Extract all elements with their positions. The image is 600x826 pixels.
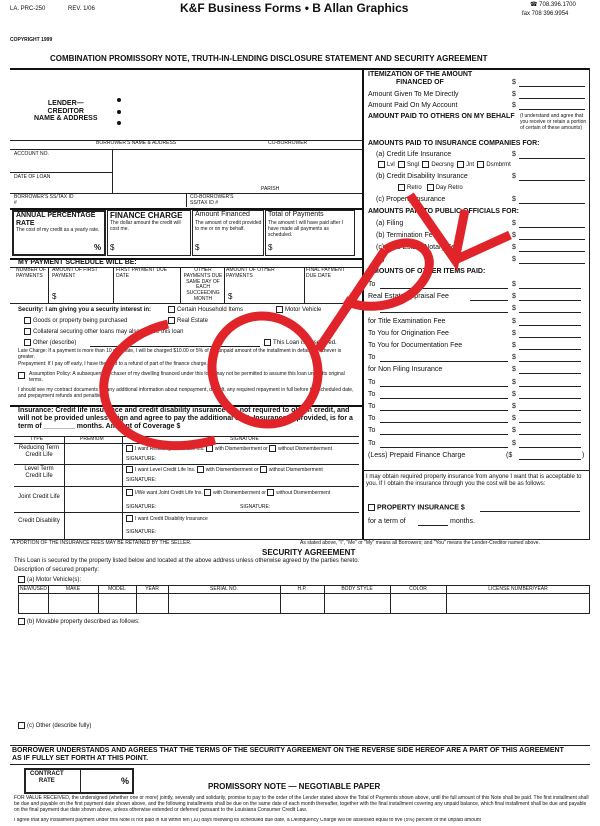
apr-percent: % xyxy=(94,243,102,252)
financed-dollar-r: $ xyxy=(512,79,516,86)
rule xyxy=(519,98,585,99)
vehicle-col-header: COLOR xyxy=(409,586,427,592)
property-insurance: (c) Property Insurance xyxy=(376,196,446,203)
joint-type: Joint Credit Life xyxy=(18,494,60,500)
joint-signature-2: SIGNATURE: xyxy=(240,504,271,510)
rule xyxy=(48,267,49,303)
rule xyxy=(80,768,81,794)
amount-financed-title: Amount Financed xyxy=(195,211,250,218)
stamp-letter-p xyxy=(318,243,429,350)
other-items: AMOUNTS OF OTHER ITEMS PAID: xyxy=(368,268,486,275)
months-label: months. xyxy=(450,518,475,525)
late-charge-text: Late Charge: If a payment is more than 10 days late, I will be charged $10.00 or 5% of the unpaid amount of the installment in default whichever is greater. xyxy=(18,348,342,360)
disability-type: Credit Disability xyxy=(18,518,60,524)
other-item-label: for Title Examination Fee xyxy=(368,317,446,325)
reducing-signature: SIGNATURE: xyxy=(126,456,157,462)
other-item-label: To xyxy=(368,305,376,313)
publisher-phone: ☎ 708.396.1700 xyxy=(530,2,576,8)
vehicle-col-header: NEW/USED xyxy=(20,586,47,592)
credit-life: (a) Credit Life Insurance xyxy=(376,151,452,158)
col-number-payments: NUMBER OF PAYMENTS xyxy=(16,267,46,279)
joint-option[interactable]: I/We want Joint Credit Life Ins. with Dismemberment or without Dismemberment xyxy=(126,489,330,497)
other-item-dollar: $ xyxy=(512,305,516,313)
other-item-label: To xyxy=(368,403,376,410)
reducing-option[interactable]: I want Reducing Credit Life Ins. with Dismemberment or without Dismemberment xyxy=(126,445,332,453)
household-option[interactable]: Certain Household Items xyxy=(168,306,243,314)
vehicle-col-header: SERIAL NO. xyxy=(210,586,238,592)
may-obtain-text: I may obtain required property insurance from anyone I want that is acceptable to you. If I obtain the insurance through you the cost will be as follows: xyxy=(366,474,582,487)
motor-vehicle-option[interactable]: Motor Vehicle xyxy=(276,306,321,314)
other-item-dollar: $ xyxy=(512,317,516,325)
bullet-3 xyxy=(117,121,121,125)
other-item-dollar: $ xyxy=(512,293,516,301)
motor-vehicles-checkbox[interactable] xyxy=(18,576,25,583)
col-premium: PREMIUM xyxy=(80,436,104,442)
other-item-label: To xyxy=(368,439,376,447)
amount-financed-desc: The amount of credit provided to me or on my behalf. xyxy=(195,220,262,232)
financed-dollar: $ xyxy=(195,243,200,252)
publisher-name: K&F Business Forms • B Allan Graphics xyxy=(180,1,409,15)
insurance-text: Insurance: Credit life insurance and credit disability insurance are not required to obtain credit, and will not be provided unless I sign and agree to pay the additional cost. Insurance, if provided, is for a term of ________ months. Amount of Coverage $ xyxy=(18,407,353,431)
for-term-label: for a term of xyxy=(368,518,406,525)
vehicle-col-header: BODY STYLE xyxy=(341,586,373,592)
vehicle-col-divider xyxy=(98,585,99,614)
promissory-title: PROMISSORY NOTE — NEGOTIABLE PAPER xyxy=(208,782,381,791)
contract-rate-label: CONTRACT RATE xyxy=(30,771,64,784)
col-other-amount: AMOUNT OF OTHER PAYMENTS xyxy=(226,267,275,279)
other-item-paren: ) xyxy=(582,451,585,459)
account-no-label: ACCOUNT NO. xyxy=(14,151,49,157)
itemization-title: ITEMIZATION OF THE AMOUNT FINANCED OF xyxy=(368,71,473,87)
portion-retained: A PORTION OF THE INSURANCE FEES MAY BE RETAINED BY THE SELLER. xyxy=(12,540,192,546)
vehicle-col-header: LICENSE NUMBER/YEAR xyxy=(488,586,548,592)
assumption-text: Assumption Policy: A subsequent purchaser of my dwelling financed under this loan may not be permitted to assume this loan under its original terms. xyxy=(29,371,345,383)
copy-stamp xyxy=(60,150,560,570)
retro-options: Retro Day Retro xyxy=(398,184,463,192)
form-title: COMBINATION PROMISSORY NOTE, TRUTH-IN-LENDING DISCLOSURE STATEMENT AND SECURITY AGREEMENT xyxy=(50,54,488,63)
rule xyxy=(519,86,585,87)
level-type: Level Term Credit Life xyxy=(24,466,54,479)
first-payment-dollar: $ xyxy=(52,292,57,301)
item-d: (d) xyxy=(376,256,385,263)
stamp-letter-o xyxy=(191,295,339,445)
collateral-checkbox[interactable] xyxy=(24,328,31,335)
lender-label: LENDER— CREDITOR NAME & ADDRESS xyxy=(34,100,98,123)
property-insurance-option[interactable]: PROPERTY INSURANCE $ xyxy=(368,504,465,512)
col-signature: SIGNATURE xyxy=(230,436,259,442)
as-stated-text: As stated above, "I", "Me" or "My" means all Borrowers; and "You" means the Lender-Creditor named above. xyxy=(300,540,540,546)
other-item-dollar: $ xyxy=(512,415,516,423)
other-item-dollar: $ xyxy=(512,403,516,410)
agreement-text: BORROWER UNDERSTANDS AND AGREES THAT THE TERMS OF THE SECURITY AGREEMENT ON THE REVERSE SIDE HEREOF ARE A PART OF THIS AGREEMENT AS IF FULLY SET FORTH AT THIS POINT. xyxy=(12,747,564,763)
form-revision: REV. 1/06 xyxy=(68,6,95,12)
borrower-rule xyxy=(10,140,362,141)
other-item-dollar: $ xyxy=(512,329,516,337)
rule xyxy=(10,745,590,746)
paid-on-account: Amount Paid On My Account xyxy=(368,102,458,109)
vehicle-col-header: MODEL xyxy=(108,586,126,592)
goods-checkbox[interactable] xyxy=(24,317,31,324)
col-first-due: FIRST PAYMENT DUE DATE xyxy=(116,267,168,279)
movable-checkbox[interactable] xyxy=(18,618,25,625)
value-received-text: FOR VALUE RECEIVED, the undersigned (whether one or more) jointly, severally and solidarily, promise to pay to the order of the Lender stated above the Total of Payments shown above, until the full amount of this Note shall be paid. The first installment shall be due and payable on the first payment date shown above, and the following installments shall be due on the same date of each month thereafter, together with the final installment covering any unpaid balance, which final installment shall be due and payable on the final payment due date shown above, unless otherwise extended or deferred pursuant to the Louisiana Consumer Credit Law. xyxy=(14,795,589,813)
other-item-label: To You for Origination Fee xyxy=(368,329,449,337)
vehicle-col-divider xyxy=(324,585,325,614)
reducing-type: Reducing Term Credit Life xyxy=(18,445,60,458)
other-item-label: To xyxy=(368,415,376,423)
credit-life-options: Lvl Sngl Decrsng Jnt Dsmbrmt xyxy=(378,161,511,169)
co-borrower-ssn-label: CO-BORROWER'S SS/TAX ID # xyxy=(190,194,234,206)
top-rule xyxy=(10,68,590,70)
dollar-sign: $ xyxy=(512,196,516,203)
col-type: TYPE xyxy=(30,436,44,442)
stamp-letter-c xyxy=(104,324,215,446)
dollar-sign: $ xyxy=(512,244,516,251)
vehicle-col-divider xyxy=(390,585,391,614)
joint-signature-1: SIGNATURE: xyxy=(126,504,157,510)
given-to-me: Amount Given To Me Directly xyxy=(368,91,459,98)
movable-option[interactable]: (b) Movable property described as follows: xyxy=(18,618,140,626)
level-option[interactable]: I want Level Credit Life Ins. with Dismemberment or without Dismemberment xyxy=(126,466,323,474)
total-dollar: $ xyxy=(268,243,273,252)
bullet-2 xyxy=(117,110,121,114)
finance-charge-title: FINANCE CHARGE xyxy=(110,211,183,220)
other-item-dollar: $ xyxy=(512,342,516,349)
parish-label: PARISH xyxy=(261,186,280,192)
vehicle-col-header: MAKE xyxy=(65,586,81,592)
level-signature: SIGNATURE: xyxy=(126,477,157,483)
other-item-label: To You for Documentation Fee xyxy=(368,342,463,349)
public-officials: AMOUNTS PAID TO PUBLIC OFFICIALS FOR: xyxy=(368,208,520,215)
disability-signature: SIGNATURE: xyxy=(126,529,157,535)
apr-title: ANNUAL PERCENTAGE RATE xyxy=(16,212,96,228)
motor-vehicles-option[interactable]: (a) Motor Vehicle(s): xyxy=(18,576,81,584)
other-item-label: (Less) Prepaid Finance Charge xyxy=(368,451,466,459)
date-of-loan-label: DATE OF LOAN xyxy=(14,174,51,180)
other-describe-option[interactable]: (c) Other (describe fully) xyxy=(18,722,91,730)
other-item-dollar: $ xyxy=(512,354,516,362)
notary-fee: (c) Real Estate Notary Fee xyxy=(376,244,459,251)
disability-option[interactable]: I want Credit Disability Insurance xyxy=(126,515,208,523)
unsecured-option[interactable]: This Loan is unsecured. xyxy=(264,339,337,347)
late-installment-text: I agree that any installment payment under this Note is not paid in full within ten (10) days following its scheduled due date, a Delinquency Charge will be assessed equal to five (5%) percent of the unpaid amount xyxy=(14,818,481,823)
security-agreement-title: SECURITY AGREEMENT xyxy=(262,548,356,557)
rule xyxy=(519,109,585,110)
other-item-dollar: $ xyxy=(512,390,516,398)
other-item-dollar: ($ xyxy=(506,451,513,459)
copyright: COPYRIGHT 1999 xyxy=(10,37,53,43)
other-item-dollar: $ xyxy=(512,281,516,288)
col-final-due: FINAL PAYMENT DUE DATE xyxy=(306,267,345,279)
other-payment-dollar: $ xyxy=(228,292,233,301)
col-first-amount: AMOUNT OF FIRST PAYMENT xyxy=(52,267,98,279)
other-item-dollar: $ xyxy=(512,439,516,447)
total-payments-title: Total of Payments xyxy=(268,211,324,218)
co-borrower-label: CO-BORROWER xyxy=(268,140,308,146)
vehicle-col-divider xyxy=(168,585,169,614)
schedule-title: MY PAYMENT SCHEDULE WILL BE: xyxy=(18,259,137,266)
other-item-label: for Non Filing Insurance xyxy=(368,366,443,374)
assumption-checkbox[interactable] xyxy=(18,372,25,379)
other-item-label: To xyxy=(368,390,376,398)
dollar-sign: $ xyxy=(512,173,516,180)
dollar-sign: $ xyxy=(512,102,516,109)
vehicle-col-divider xyxy=(280,585,281,614)
secured-by-text: This Loan is secured by the property listed below and located at the above address unless otherwise agreed by the parties hereto. xyxy=(14,558,360,564)
other-item-label: To xyxy=(368,354,376,362)
other-item-label: To xyxy=(368,378,376,386)
other-describe-checkbox[interactable] xyxy=(18,722,25,729)
vehicle-col-header: YEAR xyxy=(145,586,159,592)
form-id: LA. PRC-250 xyxy=(10,6,46,12)
dollar-sign: $ xyxy=(512,256,516,263)
collateral-option[interactable]: Collateral securing other loans may also secure this loan xyxy=(24,328,183,336)
other-option[interactable]: Other (describe) xyxy=(24,339,76,347)
ins-companies: AMOUNTS PAID TO INSURANCE COMPANIES FOR: xyxy=(368,140,540,147)
assumption-option[interactable] xyxy=(18,372,27,380)
vehicle-col-header: H.P. xyxy=(297,586,307,592)
dollar-sign: $ xyxy=(512,232,516,239)
vehicle-col-divider xyxy=(48,585,49,614)
finance-dollar: $ xyxy=(110,243,115,252)
goods-option[interactable]: Goods or property being purchased xyxy=(24,317,127,325)
dollar-sign: $ xyxy=(512,151,516,158)
total-payments-desc: The amount I will have paid after I have made all payments as scheduled. xyxy=(268,220,344,238)
paid-to-others: AMOUNT PAID TO OTHERS ON MY BEHALF xyxy=(368,113,515,120)
termination-fee: (b) Termination Fee xyxy=(376,232,437,239)
credit-disability: (b) Credit Disability Insurance xyxy=(376,173,468,180)
bullet-1 xyxy=(117,98,121,102)
other-checkbox[interactable] xyxy=(24,339,31,346)
real-estate-option[interactable]: Real Estate xyxy=(168,317,208,325)
borrowers-name-label: BORROWER'S NAME & ADDRESS xyxy=(96,140,177,146)
dollar-sign: $ xyxy=(512,220,516,227)
vehicle-col-divider xyxy=(446,585,447,614)
publisher-fax: fax 708 396.9954 xyxy=(522,11,569,17)
rule xyxy=(10,764,590,765)
filing-fee: (a) Filing xyxy=(376,220,404,227)
other-item-dollar: $ xyxy=(512,427,516,435)
other-item-dollar: $ xyxy=(512,366,516,374)
security-intro: Security: I am giving you a security interest in: xyxy=(18,307,152,313)
other-item-label: To xyxy=(368,427,376,435)
other-item-label: Real Estate Appraisal Fee xyxy=(368,293,449,301)
col-other-due: OTHER PAYMENTS DUE SAME DAY OF EACH SUCCEEDING MONTH xyxy=(183,267,223,302)
other-item-label: To xyxy=(368,281,376,288)
prepayment-text: Prepayment: If I pay off early, I have the right to a refund of part of the finance charge. xyxy=(18,361,208,367)
contract-docs-text: I should see my contract documents for any additional information about nonpayment, default, any required repayment in full before the scheduled date, and prepayment refunds and penalties. xyxy=(18,387,354,399)
description-label: Description of secured property: xyxy=(14,567,100,573)
stamp-strokes xyxy=(104,195,510,446)
understand-note: (I understand and agree that you receive or retain a portion of certain of these amounts) xyxy=(520,113,587,131)
other-item-dollar: $ xyxy=(512,378,516,386)
contract-percent: % xyxy=(121,776,130,786)
vehicle-col-divider xyxy=(136,585,137,614)
borrower-ssn-label: BORROWER'S SS/TAX ID # xyxy=(14,194,74,206)
dollar-sign: $ xyxy=(512,91,516,98)
rule xyxy=(18,593,590,594)
apr-desc: The cost of my credit as a yearly rate. xyxy=(16,227,100,233)
finance-charge-desc: The dollar amount the credit will cost me. xyxy=(110,220,181,232)
